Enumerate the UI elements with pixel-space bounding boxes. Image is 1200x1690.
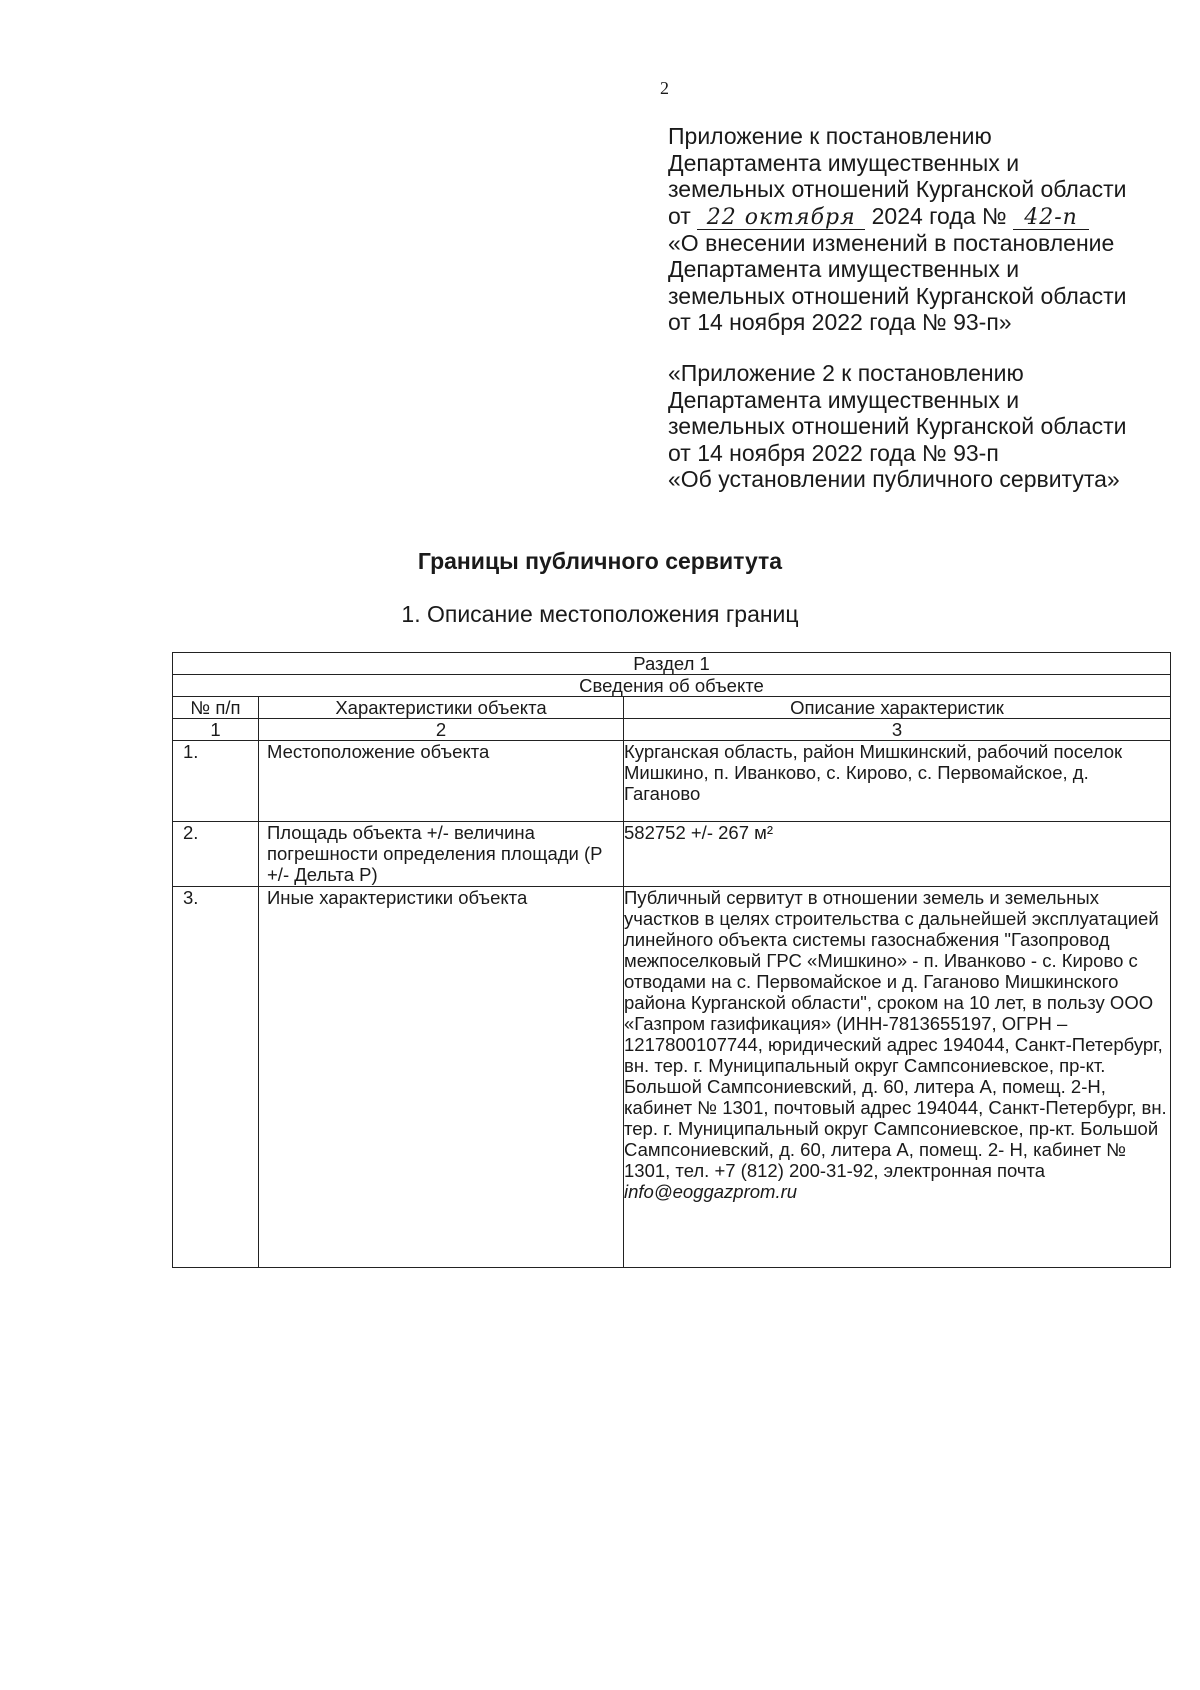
row-number-cell: 1. [173,741,259,822]
boundaries-table [172,652,1171,1268]
appendix-line: Департамента имущественных и [668,256,1020,282]
column-number-cell: 1 [173,719,259,741]
table-row [173,741,1171,822]
appendix-line: Департамента имущественных и [668,149,1020,176]
page-number: 2 [660,78,669,98]
row-number-cell: 2. [173,822,259,887]
section-title: 1. Описание местоположения границ [401,601,799,627]
date-prefix: от [668,202,691,229]
description-cell [624,887,1171,1268]
appendix-date-line [668,203,1168,230]
header-cell: № п/п [173,697,259,719]
appendix-line: «Об установлении публичного сервитута» [668,466,1120,492]
table-column-number-row [173,719,1171,741]
appendix-reference [668,360,1168,493]
document-title: Границы публичного сервитута [417,548,783,574]
appendix-header [668,123,1168,336]
characteristic-cell: Местоположение объекта [259,741,624,822]
email-text: info@eoggazprom.ru [624,1181,798,1202]
handwritten-date: 22 октября [697,207,865,230]
description-cell: 582752 +/- 267 м² [624,822,1171,887]
table-section-row [173,653,1171,675]
header-cell: Характеристики объекта [259,697,624,719]
appendix-line: земельных отношений Курганской области [668,282,1127,309]
appendix-line: земельных отношений Курганской области [668,176,1127,202]
appendix-line: «О внесении изменений в постановление [668,229,1115,256]
column-number-cell: 2 [259,719,624,741]
appendix-line: от 14 ноября 2022 года № 93-п [668,439,999,466]
appendix-line: от 14 ноября 2022 года № 93-п» [668,309,1012,335]
appendix-line: «Приложение 2 к постановлению [668,360,1024,386]
row-number-cell: 3. [173,887,259,1268]
subheader-cell: Сведения об объекте [173,675,1171,697]
appendix-line: Департамента имущественных и [668,386,1020,413]
date-suffix: 2024 года № [871,202,1007,229]
appendix-line: Приложение к постановлению [668,123,992,149]
characteristic-cell: Иные характеристики объекта [259,887,624,1268]
table-row [173,822,1171,887]
section-label-cell: Раздел 1 [173,653,1171,675]
description-text: Публичный сервитут в отношении земель и земельных участков в целях строительства с дальнейшей эксплуатацией линейного объекта системы газоснабжения "Газопровод межпоселковый ГРС «Мишкино» - п. Иванково - с. Кирово с отводами на с. Первомайское и д. Гаганово Мишкинского района Курганской области", сроком на 10 лет, в пользу ООО «Газпром газификация» (ИНН-7813655197, ОГРН – 1217800107744, юридический адрес 194044, Санкт-Петербург, вн. тер. г. Муниципальный округ Сампсониевское, пр-кт. Большой Сампсониевский, д. 60, литера А, помещ. 2-Н, кабинет № 1301, почтовый адрес 194044, Санкт-Петербург, вн. тер. г. Муниципальный округ Сампсониевское, пр-кт. Большой Сампсониевский, д. 60, литера А, помещ. 2- Н, кабинет № 1301, тел. +7 (812) 200-31-92, электронная почта [624,887,1167,1181]
appendix-line: земельных отношений Курганской области [668,413,1127,439]
characteristic-cell: Площадь объекта +/- величина погрешности определения площади (Р +/- Дельта Р) [259,822,624,887]
column-number-cell: 3 [624,719,1171,741]
header-cell: Описание характеристик [624,697,1171,719]
description-cell: Курганская область, район Мишкинский, рабочий поселок Мишкино, п. Иванково, с. Кирово, с. Первомайское, д. Гаганово [624,741,1171,822]
table-row [173,887,1171,1268]
table-header-row [173,697,1171,719]
table-subheader-row [173,675,1171,697]
handwritten-number: 42-п [1013,207,1089,230]
